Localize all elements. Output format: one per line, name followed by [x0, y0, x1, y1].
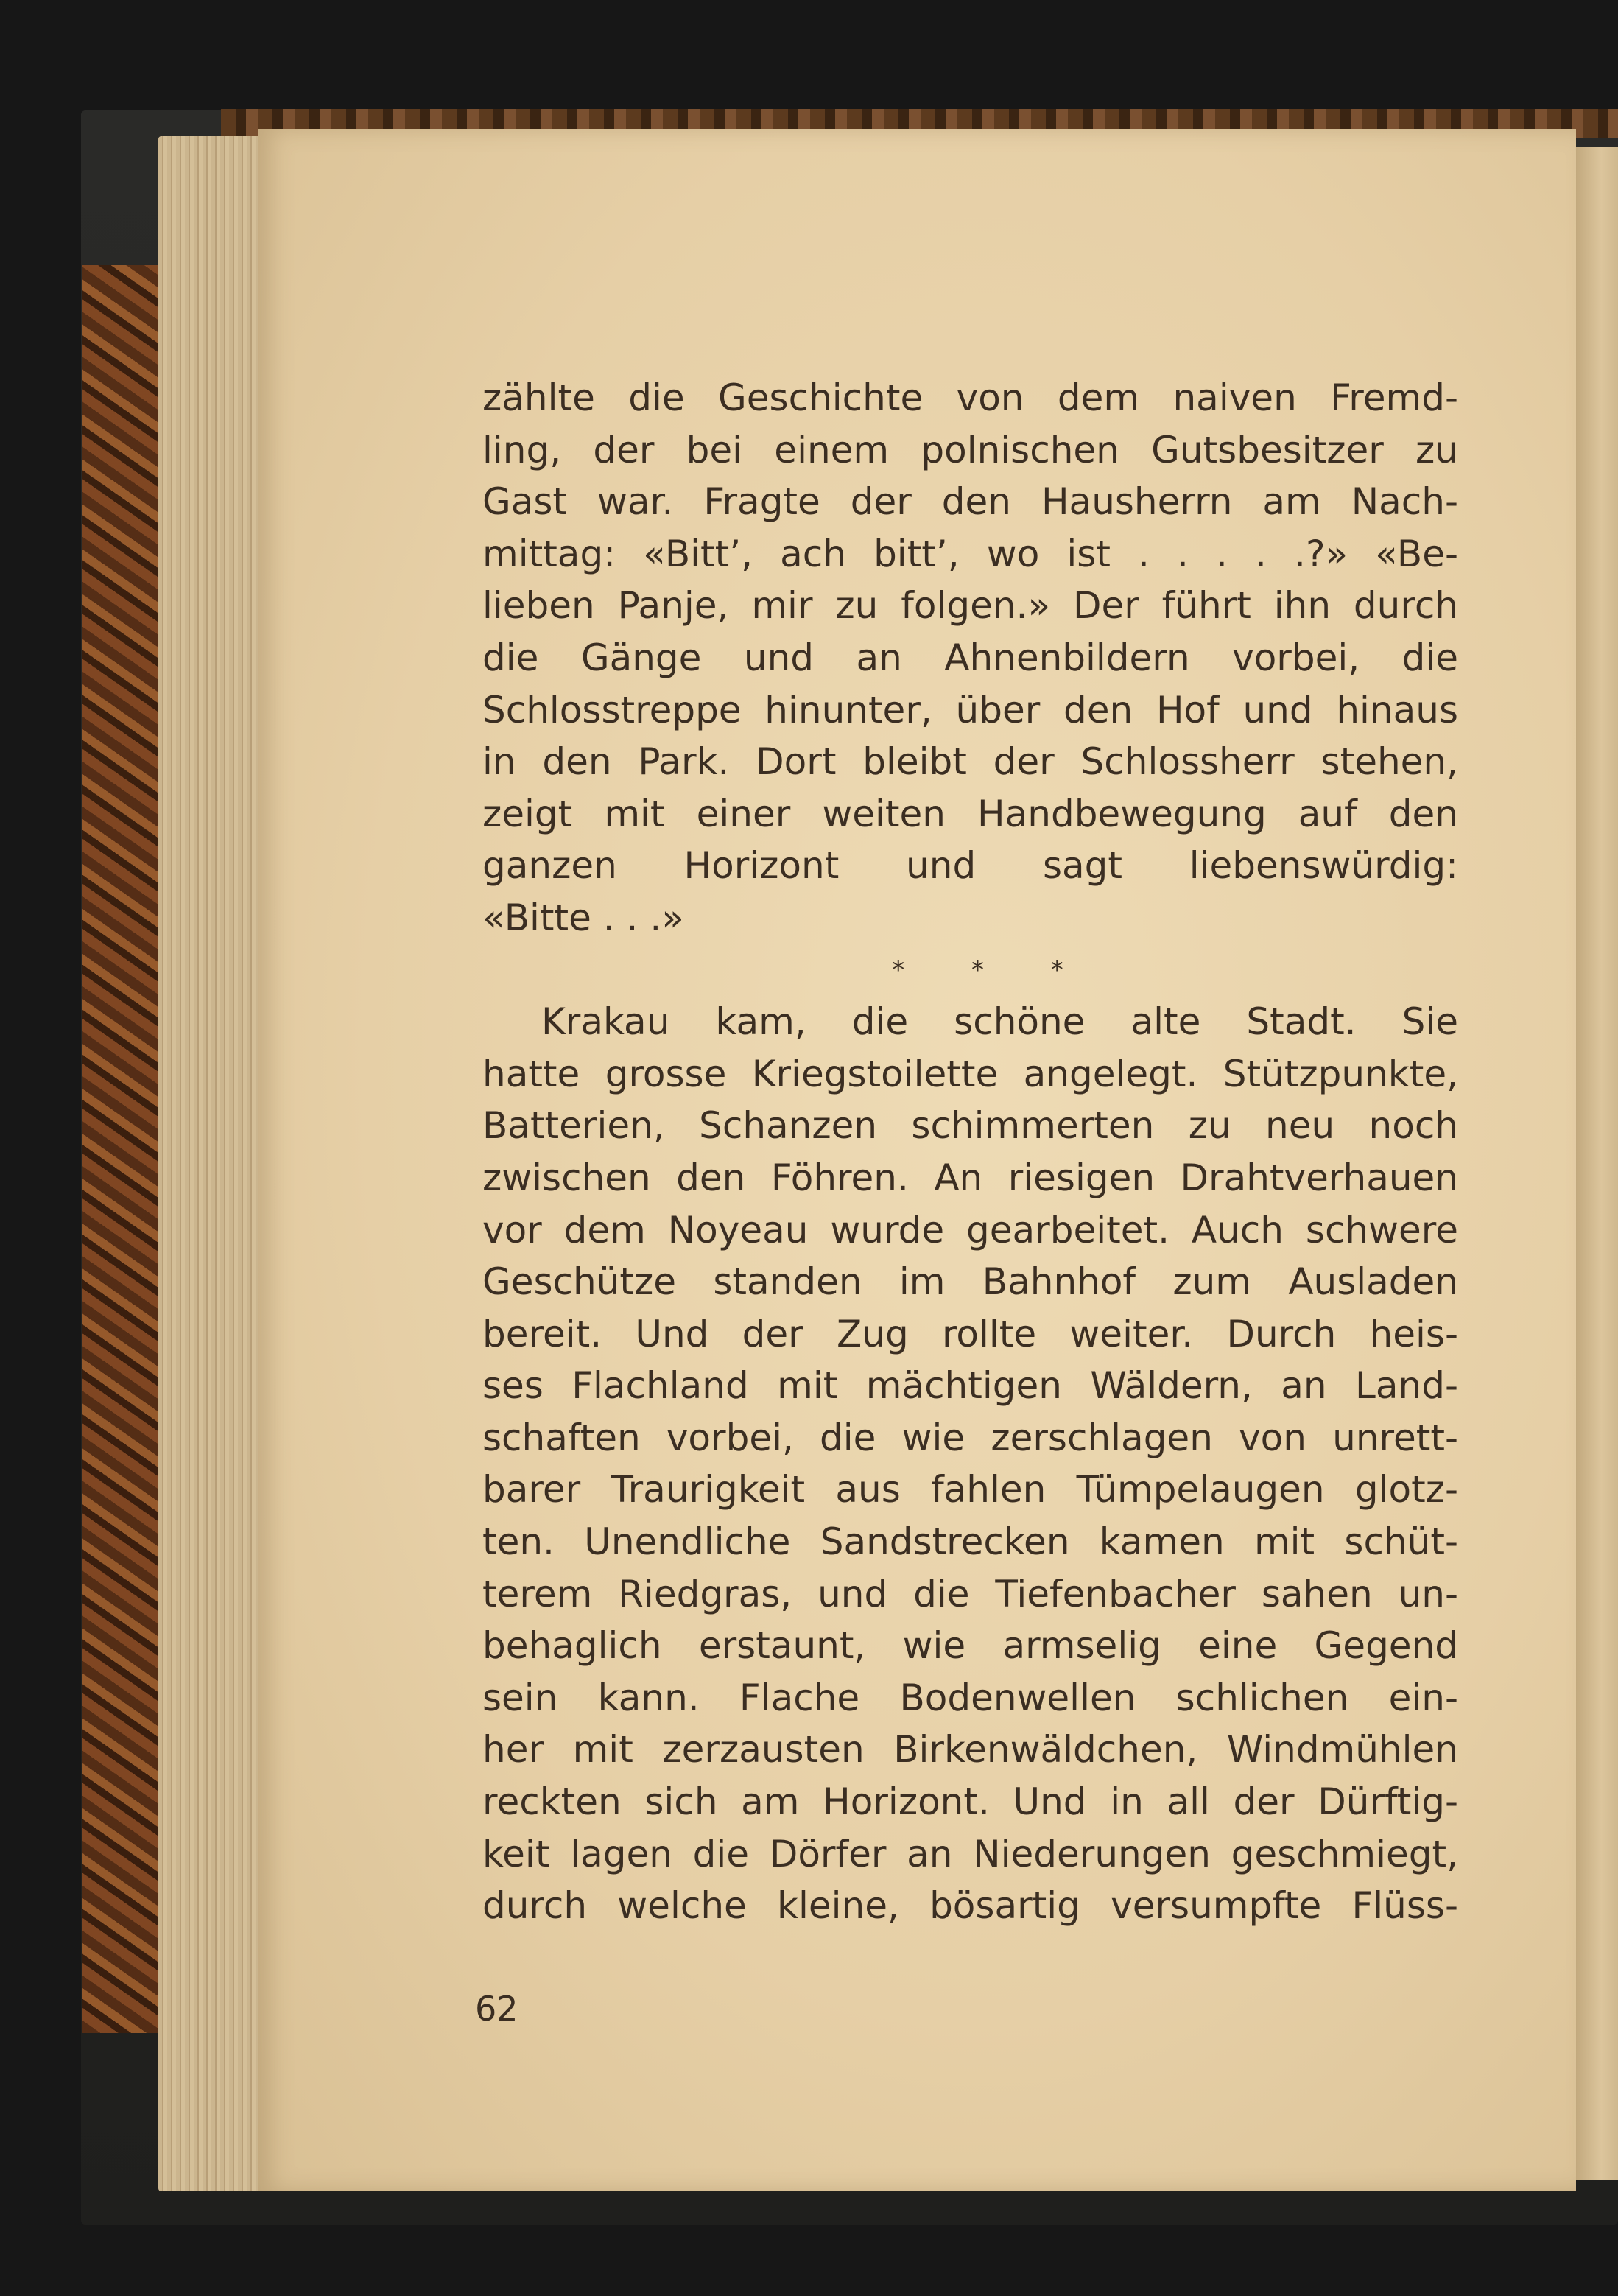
text-line: Krakau kam, die schöne alte Stadt. Sie	[541, 1000, 1458, 1044]
text-line: hatte grosse Kriegstoilette angelegt. Stützpunkte,	[482, 1052, 1458, 1095]
text-line: die Gänge und an Ahnenbildern vorbei, die	[482, 636, 1458, 679]
text-line: bereit. Und der Zug rollte weiter. Durch heis-	[482, 1312, 1458, 1355]
text-line: reckten sich am Horizont. Und in all der Dürftig-	[482, 1780, 1458, 1824]
text-line: mittag: «Bitt’, ach bitt’, wo ist . . . . .?» «Be-	[482, 532, 1458, 575]
text-line: behaglich erstaunt, wie armselig eine Gegend	[482, 1624, 1458, 1668]
page-text	[482, 372, 1458, 1932]
text-line: vor dem Noyeau wurde gearbeitet. Auch schwere	[482, 1208, 1458, 1251]
text-line: her mit zerzausten Birkenwäldchen, Windmühlen	[482, 1728, 1458, 1772]
text-line: schaften vorbei, die wie zerschlagen von unrett-	[482, 1416, 1458, 1459]
text-line: durch welche kleine, bösartig versumpfte Flüss-	[482, 1884, 1458, 1928]
text-line: «Bitte . . .»	[482, 896, 684, 939]
text-line: sein kann. Flache Bodenwellen schlichen ein-	[482, 1676, 1458, 1719]
text-line: zeigt mit einer weiten Handbewegung auf den	[482, 792, 1458, 835]
text-line: zwischen den Föhren. An riesigen Drahtverhauen	[482, 1156, 1458, 1199]
text-line: terem Riedgras, und die Tiefenbacher sahen un-	[482, 1572, 1458, 1615]
text-line: Schlosstreppe hinunter, über den Hof und hinaus	[482, 688, 1458, 731]
text-line: Batterien, Schanzen schimmerten zu neu noch	[482, 1104, 1458, 1148]
page-stack-edges	[158, 136, 269, 2191]
page-number: 62	[475, 1989, 518, 2029]
text-line: zählte die Geschichte von dem naiven Fremd-	[482, 376, 1458, 419]
text-line: ganzen Horizont und sagt liebenswürdig:	[482, 844, 1458, 888]
text-line: Geschütze standen im Bahnhof zum Ausladen	[482, 1260, 1458, 1304]
text-line: keit lagen die Dörfer an Niederungen geschmiegt,	[482, 1832, 1458, 1875]
text-line: barer Traurigkeit aus fahlen Tümpelaugen glotz-	[482, 1468, 1458, 1512]
text-line: ten. Unendliche Sandstrecken kamen mit schüt-	[482, 1520, 1458, 1564]
section-separator: * * *	[892, 955, 1063, 985]
text-line: lieben Panje, mir zu folgen.» Der führt ihn durch	[482, 584, 1458, 628]
next-page-edge	[1576, 147, 1618, 2180]
text-line: ling, der bei einem polnischen Gutsbesitzer zu	[482, 428, 1458, 471]
text-line: ses Flachland mit mächtigen Wäldern, an Land-	[482, 1364, 1458, 1408]
marbled-cover-edge	[82, 265, 163, 2033]
text-line: Gast war. Fragte der den Hausherrn am Nach-	[482, 480, 1458, 524]
text-line: in den Park. Dort bleibt der Schlossherr stehen,	[482, 740, 1458, 784]
